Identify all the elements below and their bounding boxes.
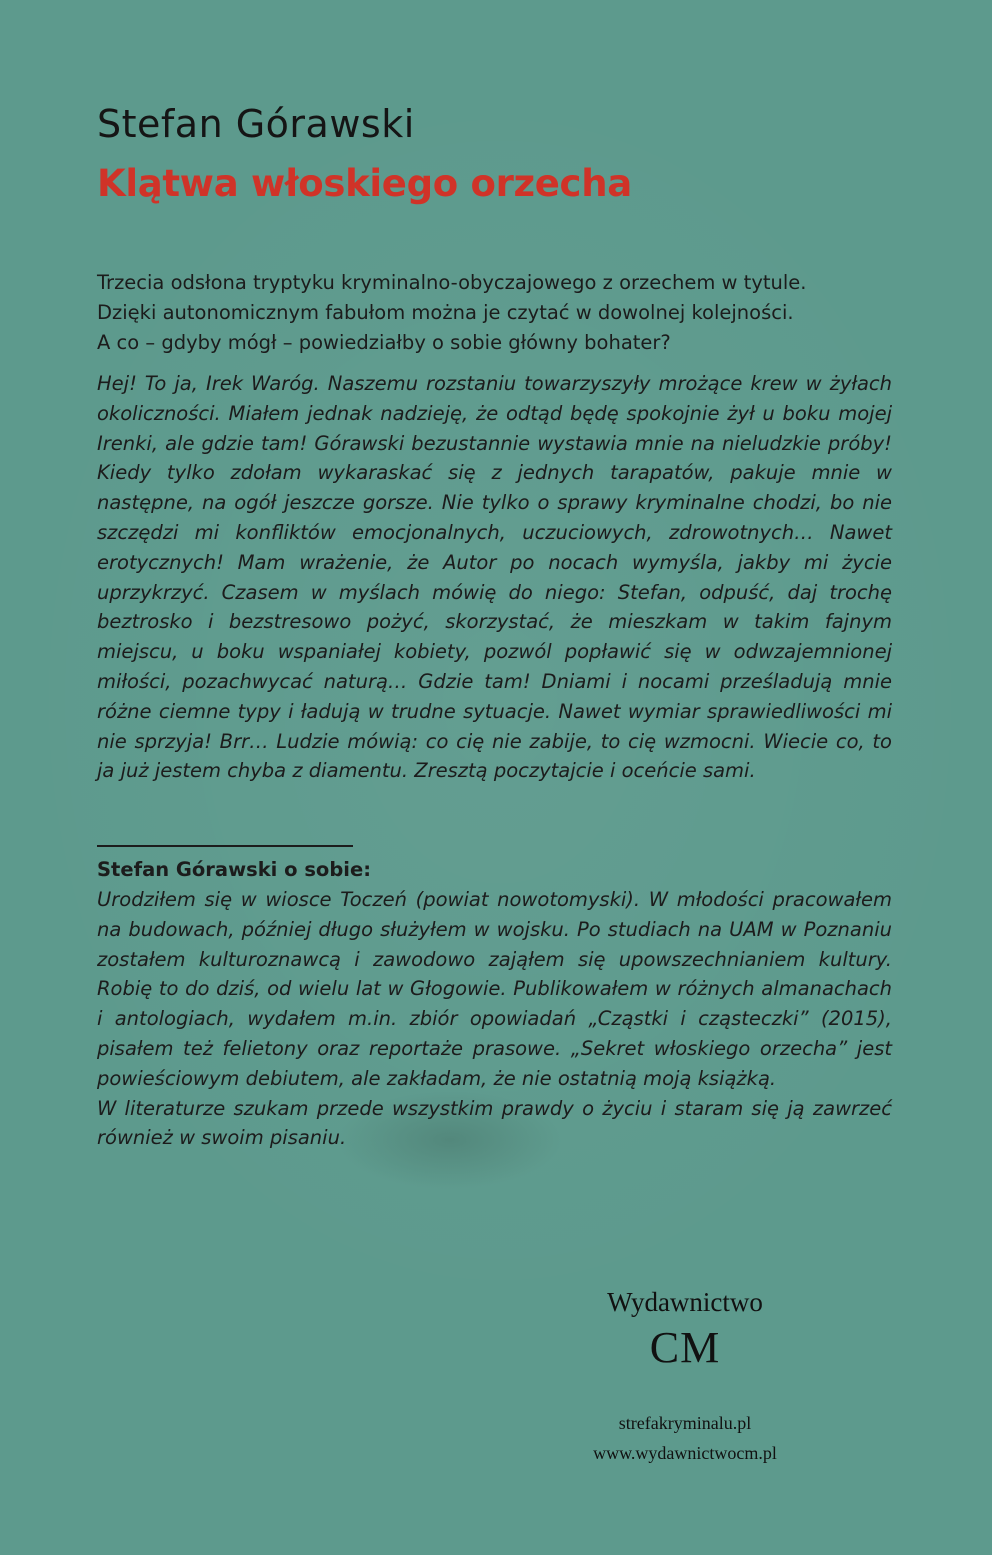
book-title: Klątwa włoskiego orzecha	[97, 162, 632, 205]
publisher-url: www.wydawnictwocm.pl	[593, 1443, 777, 1463]
author-name: Stefan Górawski	[97, 102, 415, 146]
about-paragraph: W literaturze szukam przede wszystkim prawdy o życiu i staram się ją zawrzeć również w swoim pisaniu.	[97, 1096, 892, 1150]
publisher-logo	[560, 1285, 810, 1377]
hero-quote: Hej! To ja, Irek Waróg. Naszemu rozstaniu towarzyszyły mrożące krew w żyłach okoliczności. Miałem jednak nadzieję, że odtąd będę spokojnie żył u boku mojej Irenki, ale gdzie tam! Górawski bezustannie wystawia mnie na nieludzkie próby! Kiedy tylko zdołam wykaraskać się z jednych tarapatów, pakuje mnie w następne, na ogół jeszcze gorsze. Nie tylko o sprawy kryminalne chodzi, bo nie szczędzi mi konfliktów emocjonalnych, uczuciowych, zdrowotnych… Nawet erotycznych! Mam wrażenie, że Autor po nocach wymyśla, jakby mi życie uprzykrzyć. Czasem w myślach mówię do niego: Stefan, odpuść, daj trochę beztrosko i bezstresowo pożyć, skorzystać, że mieszkam w takim fajnym miejscu, u boku wspaniałej kobiety, pozwól popławić się w odwzajemnionej miłości, pozachwycać naturą… Gdzie tam! Dniami i nocami prześladują mnie różne ciemne typy i ładują w trudne sytuacje. Nawet wymiar sprawiedliwości mi nie sprzyja! Brr… Ludzie mówią: co cię nie zabije, to cię wzmocni. Wiecie co, to ja już jestem chyba z diamentu. Zresztą poczytajcie i oceńcie sami.	[97, 372, 892, 783]
section-divider	[97, 845, 353, 847]
about-author-text	[97, 885, 892, 1153]
publisher-label: Wydawnictwo	[607, 1287, 763, 1317]
blurb-line: Dzięki autonomicznym fabułom można je czytać w dowolnej kolejności.	[97, 301, 794, 324]
publisher-urls	[560, 1408, 810, 1468]
about-author-heading: Stefan Górawski o sobie:	[97, 858, 371, 881]
blurb	[97, 268, 892, 358]
publisher-name: CM	[649, 1323, 721, 1372]
publisher-url: strefakryminalu.pl	[618, 1413, 752, 1433]
about-paragraph: Urodziłem się w wiosce Toczeń (powiat nowotomyski). W młodości pracowałem na budowach, później długo służyłem w wojsku. Po studiach na UAM w Poznaniu zostałem kulturoznawcą i zawodowo zająłem się upowszechnianiem kultury. Robię to do dziś, od wielu lat w Głogowie. Publikowałem w różnych almanachach i antologiach, wydałem m.in. zbiór opowiadań „Cząstki i cząsteczki” (2015), pisałem też felietony oraz reportaże prasowe. „Sekret włoskiego orzecha” jest powieściowym debiutem, ale zakładam, że nie ostatnią moją książką.	[97, 888, 892, 1090]
blurb-line: A co – gdyby mógł – powiedziałby o sobie główny bohater?	[97, 331, 671, 354]
blurb-line: Trzecia odsłona tryptyku kryminalno-obyczajowego z orzechem w tytule.	[97, 271, 807, 294]
